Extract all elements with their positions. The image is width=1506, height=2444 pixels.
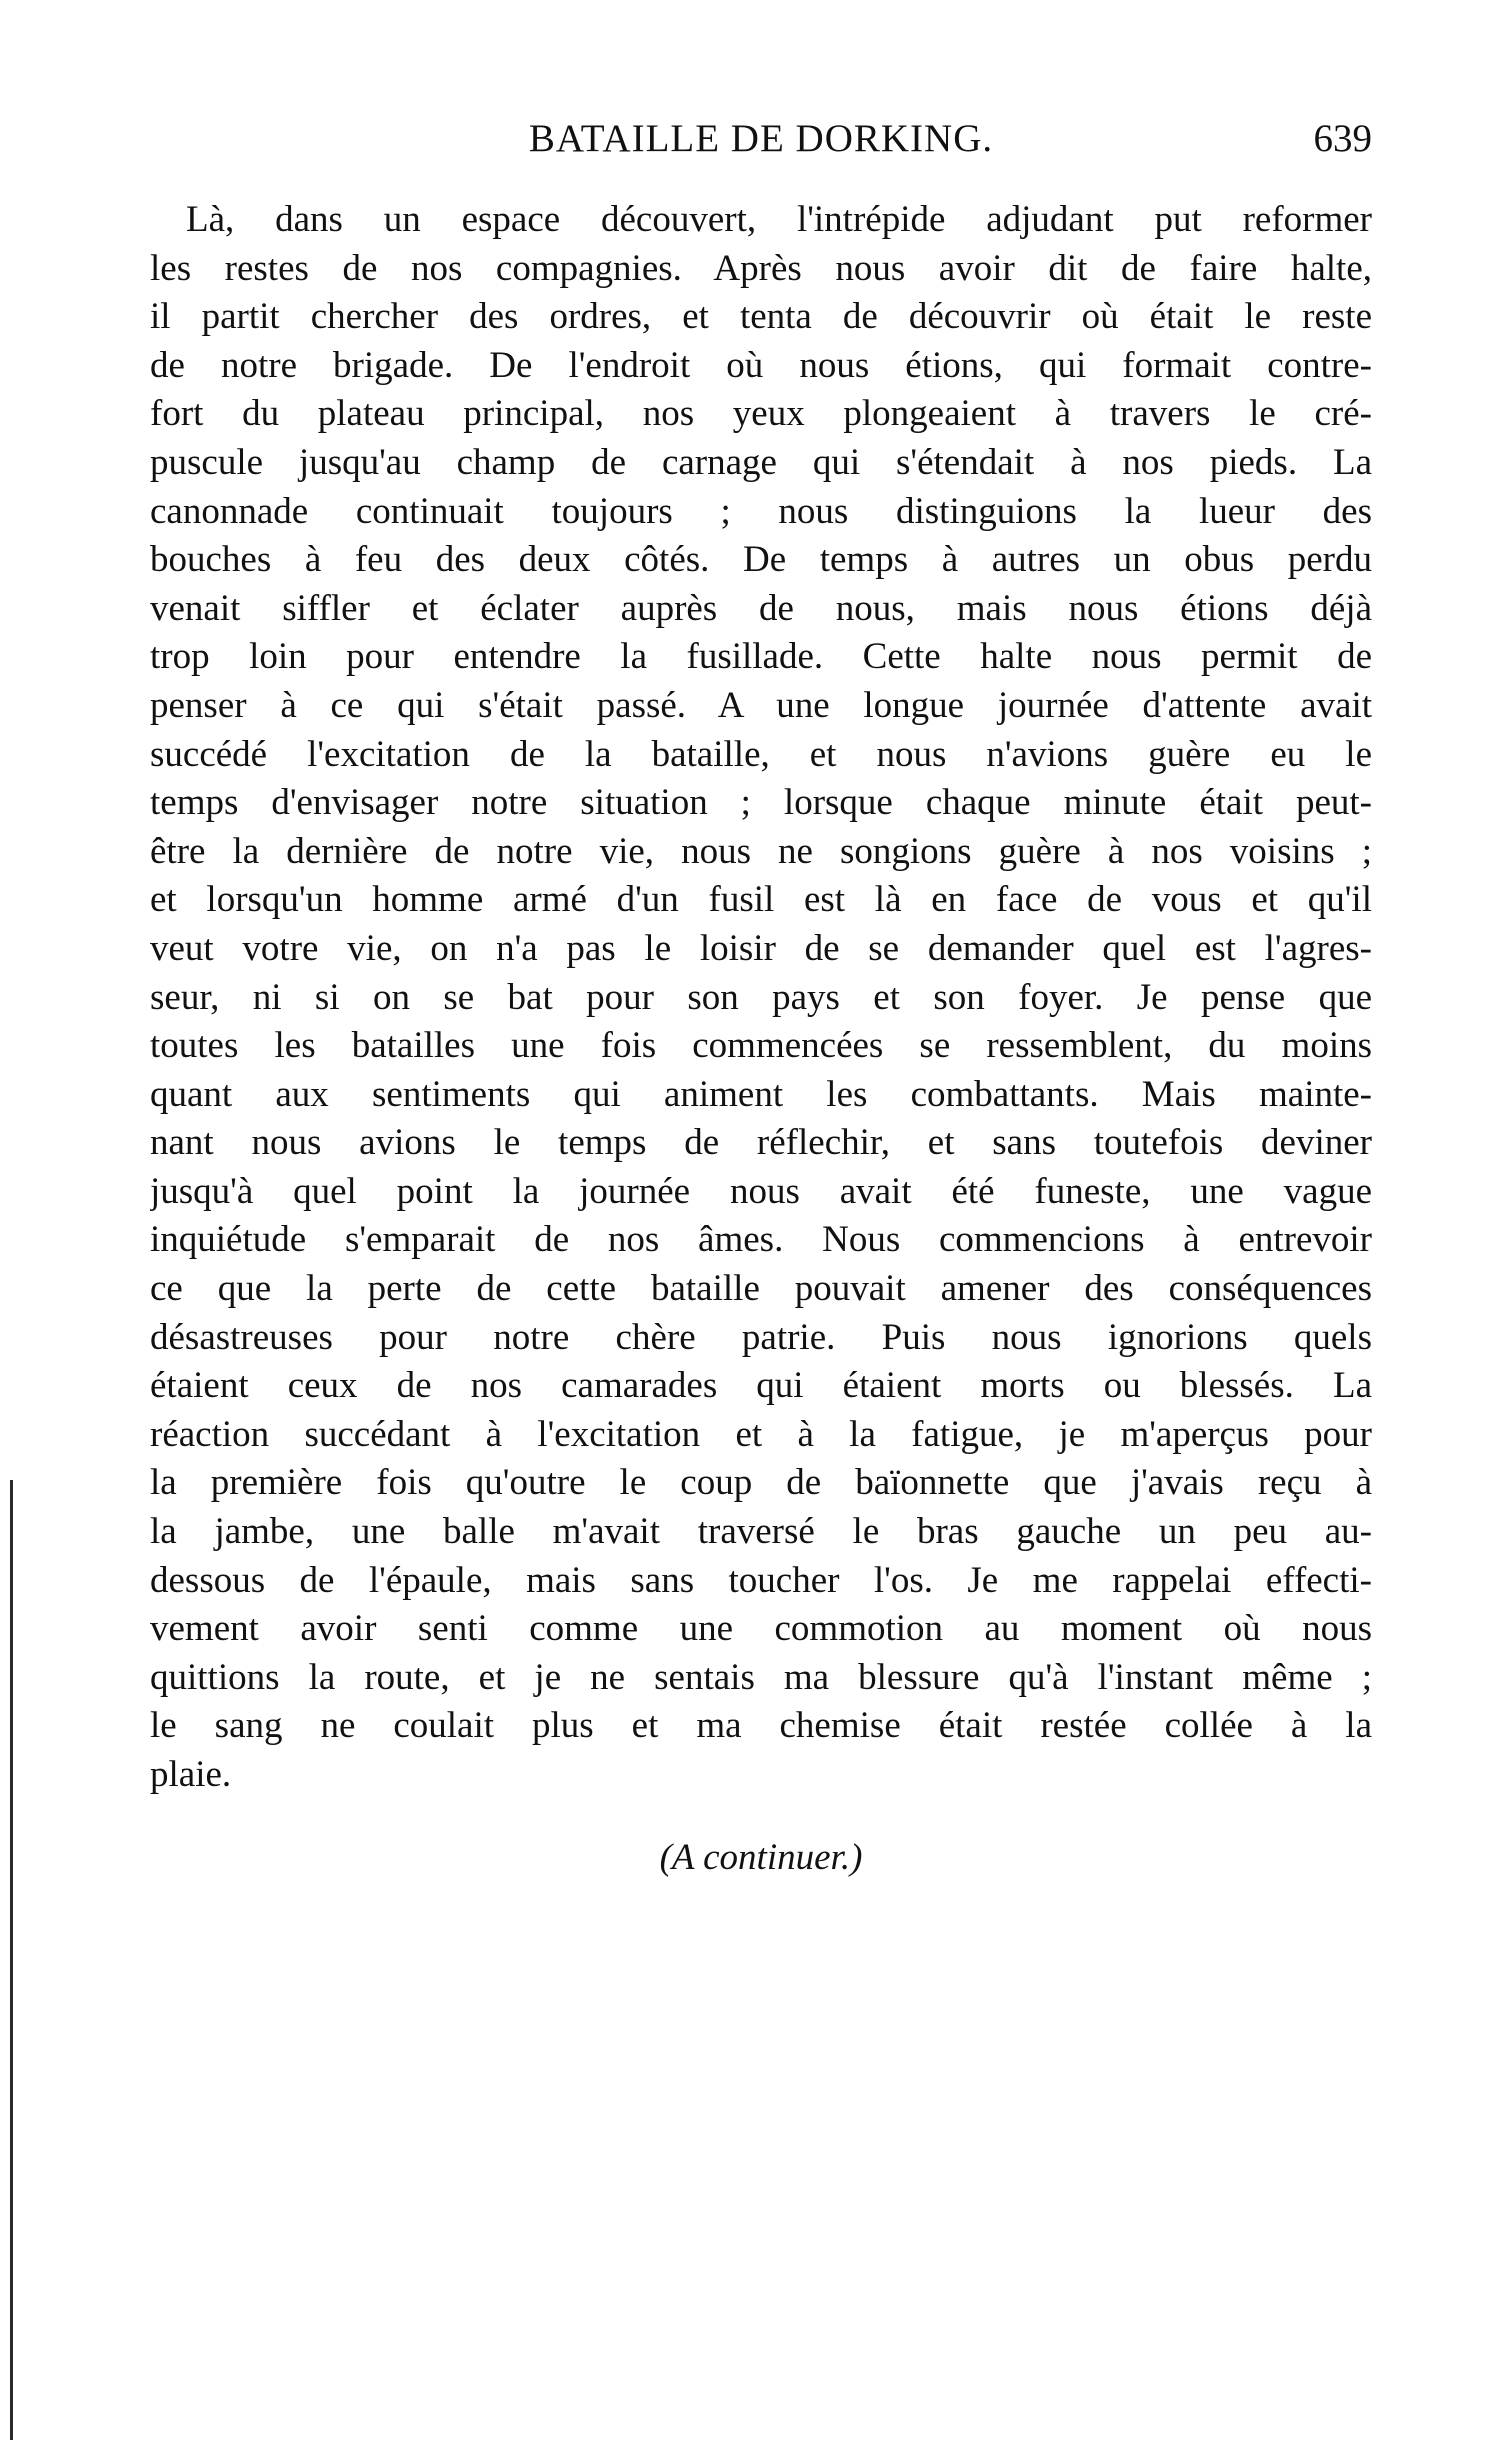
- text-line: nant nous avions le temps de réflechir, et sans toutefois deviner: [150, 1122, 1372, 1164]
- text-line: inquiétude s'emparait de nos âmes. Nous commencions à entrevoir: [150, 1219, 1372, 1261]
- text-line: étaient ceux de nos camarades qui étaient morts ou blessés. La: [150, 1365, 1372, 1407]
- text-line: puscule jusqu'au champ de carnage qui s'étendait à nos pieds. La: [150, 441, 1372, 483]
- text-line: vement avoir senti comme une commotion au moment où nous: [150, 1608, 1372, 1650]
- text-line: il partit chercher des ordres, et tenta de découvrir où était le reste: [150, 296, 1372, 338]
- text-line: Là, dans un espace découvert, l'intrépide adjudant put reformer: [186, 199, 1372, 240]
- text-line: temps d'envisager notre situation ; lorsque chaque minute était peut-: [150, 782, 1372, 824]
- continuation-note: (A continuer.): [659, 1837, 863, 1878]
- text-line: trop loin pour entendre la fusillade. Cette halte nous permit de: [150, 636, 1372, 678]
- text-line: canonnade continuait toujours ; nous distinguions la lueur des: [150, 490, 1372, 532]
- text-line: quittions la route, et je ne sentais ma blessure qu'à l'instant même ;: [150, 1656, 1372, 1698]
- text-line: bouches à feu des deux côtés. De temps à autres un obus perdu: [150, 539, 1372, 581]
- text-line: toutes les batailles une fois commencées se ressemblent, du moins: [150, 1025, 1372, 1067]
- binding-edge-line: [10, 1480, 13, 2440]
- text-line: penser à ce qui s'était passé. A une longue journée d'attente avait: [150, 684, 1372, 726]
- text-line: désastreuses pour notre chère patrie. Puis nous ignorions quels: [150, 1316, 1372, 1358]
- text-line: être la dernière de notre vie, nous ne songions guère à nos voisins ;: [150, 830, 1372, 872]
- text-line: seur, ni si on se bat pour son pays et son foyer. Je pense que: [150, 976, 1372, 1018]
- body-text: [150, 196, 1372, 1800]
- text-line: dessous de l'épaule, mais sans toucher l'os. Je me rappelai effecti-: [150, 1559, 1372, 1601]
- text-line: plaie.: [150, 1754, 232, 1795]
- text-line: ce que la perte de cette bataille pouvait amener des conséquences: [150, 1268, 1372, 1310]
- text-line: fort du plateau principal, nos yeux plongeaient à travers le cré-: [150, 393, 1372, 435]
- text-line: quant aux sentiments qui animent les combattants. Mais mainte-: [150, 1073, 1372, 1115]
- text-line: réaction succédant à l'excitation et à la fatigue, je m'aperçus pour: [150, 1413, 1372, 1455]
- text-line: les restes de nos compagnies. Après nous avoir dit de faire halte,: [150, 247, 1372, 289]
- running-header: [150, 116, 1372, 166]
- text-line: veut votre vie, on n'a pas le loisir de se demander quel est l'agres-: [150, 927, 1372, 969]
- running-title: BATAILLE DE DORKING.: [528, 117, 994, 160]
- text-line: succédé l'excitation de la bataille, et nous n'avions guère eu le: [150, 733, 1372, 775]
- text-line: et lorsqu'un homme armé d'un fusil est là en face de vous et qu'il: [150, 879, 1372, 921]
- text-line: venait siffler et éclater auprès de nous, mais nous étions déjà: [150, 587, 1372, 629]
- page-number: 639: [1313, 117, 1372, 160]
- text-line: la première fois qu'outre le coup de baïonnette que j'avais reçu à: [150, 1462, 1372, 1504]
- text-line: la jambe, une balle m'avait traversé le bras gauche un peu au-: [150, 1511, 1372, 1553]
- text-line: jusqu'à quel point la journée nous avait été funeste, une vague: [150, 1170, 1372, 1212]
- text-line: le sang ne coulait plus et ma chemise était restée collée à la: [150, 1705, 1372, 1747]
- text-line: de notre brigade. De l'endroit où nous étions, qui formait contre-: [150, 344, 1372, 386]
